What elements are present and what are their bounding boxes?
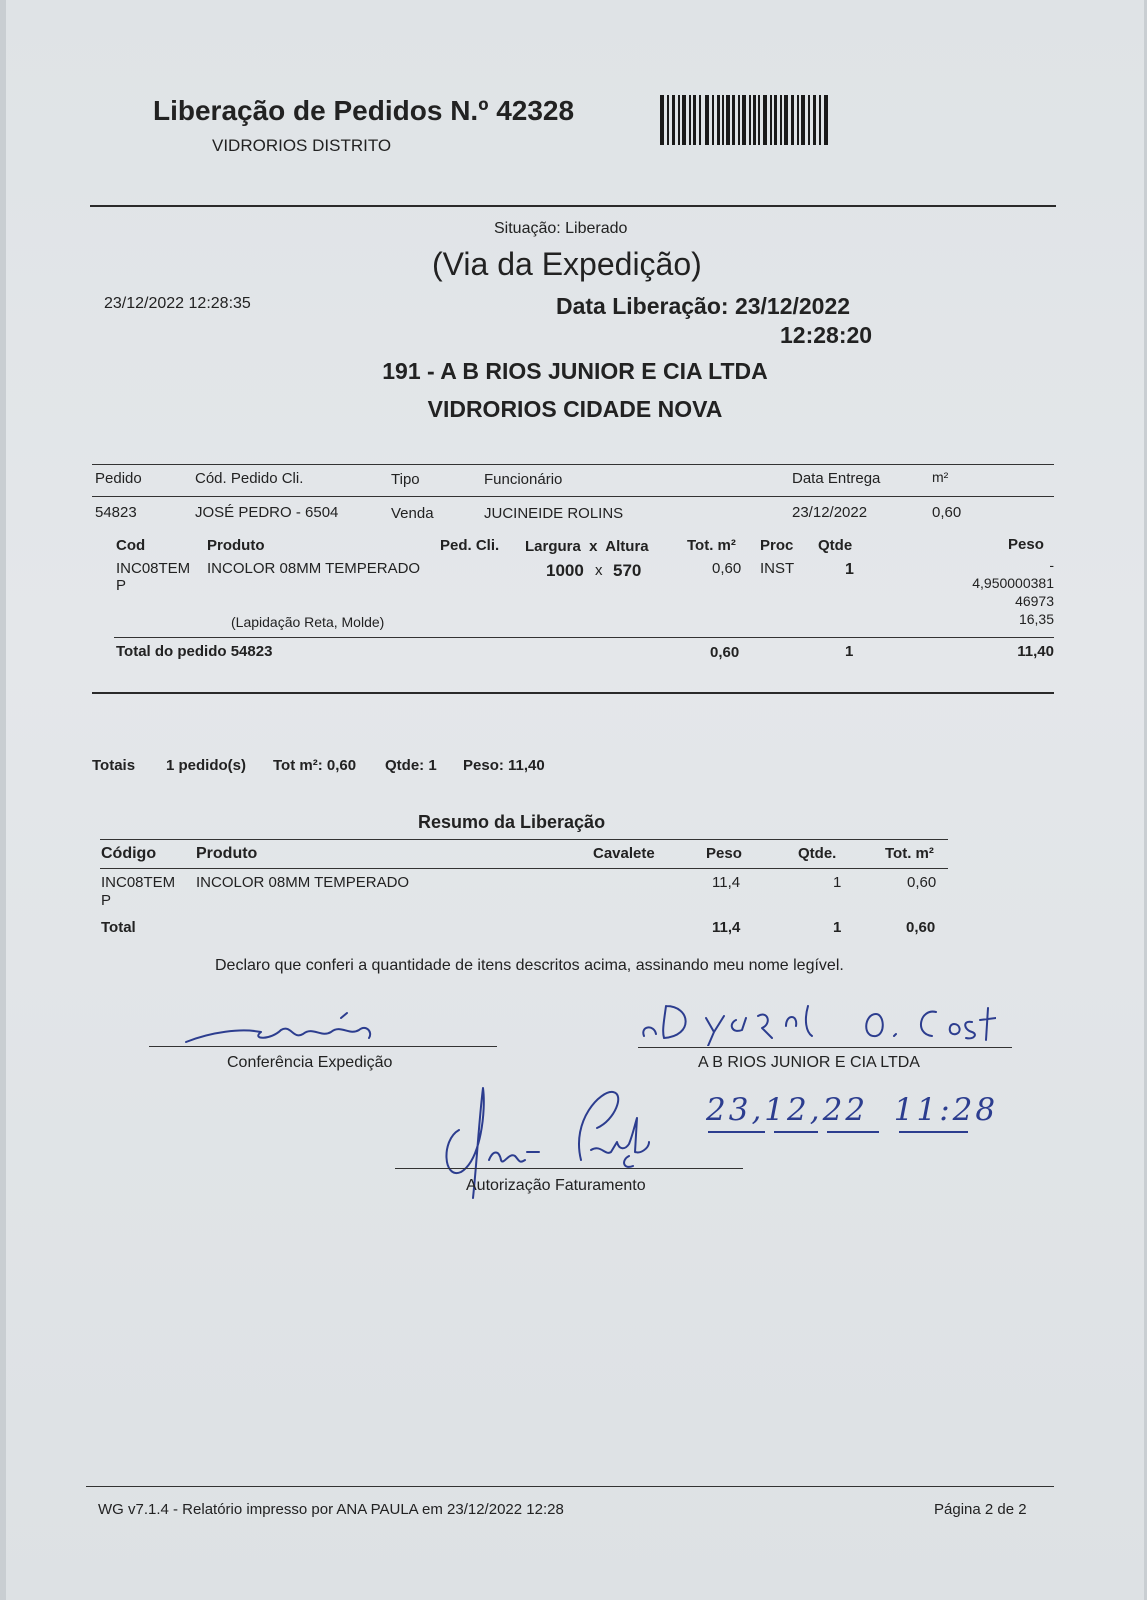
- summary-peso: 11,4: [712, 874, 741, 891]
- print-timestamp: 23/12/2022 12:28:35: [104, 295, 251, 312]
- customer-signature-label: A B RIOS JUNIOR E CIA LTDA: [698, 1054, 920, 1071]
- summary-product-name: INCOLOR 08MM TEMPERADO: [196, 874, 410, 891]
- order-total-m2: 0,60: [710, 644, 740, 661]
- col-header-funcionario: Funcionário: [484, 471, 563, 488]
- summary-header-tot-m2: Tot. m²: [885, 845, 934, 862]
- totals-label: Totais: [92, 757, 136, 774]
- col-header-cod-pedido-cli: Cód. Pedido Cli.: [195, 470, 304, 487]
- item-header-cod: Cod: [116, 537, 146, 554]
- conference-signature-line: [149, 1046, 497, 1047]
- item-code-line2: P: [116, 577, 127, 594]
- order-section-bottom-rule: [92, 692, 1054, 694]
- totals-orders: 1 pedido(s): [166, 757, 247, 774]
- col-header-m2: m²: [932, 469, 949, 485]
- totals-m2: Tot m²: 0,60: [273, 757, 357, 774]
- item-header-peso: Peso: [1008, 536, 1044, 553]
- order-total-peso: 11,40: [1017, 643, 1054, 660]
- item-header-produto: Produto: [207, 537, 265, 554]
- order-number: 54823: [95, 504, 137, 521]
- item-header-tot-m2: Tot. m²: [687, 537, 736, 554]
- employee-name: JUCINEIDE ROLINS: [484, 505, 624, 522]
- handwritten-date-time: 23,12,22 11:28: [706, 1092, 999, 1128]
- summary-total-qtde: 1: [833, 919, 842, 936]
- summary-header-peso: Peso: [706, 845, 742, 862]
- handwritten-underline-month: [774, 1131, 818, 1133]
- customer-name: 191 - A B RIOS JUNIOR E CIA LTDA: [382, 358, 768, 384]
- authorization-signature-label: Autorização Faturamento: [466, 1177, 646, 1194]
- document-title: Liberação de Pedidos N.º 42328: [153, 95, 575, 126]
- item-proc: INST: [760, 560, 795, 577]
- totals-peso: Peso: 11,40: [463, 757, 545, 774]
- col-header-tipo: Tipo: [391, 471, 420, 488]
- item-header-proc: Proc: [760, 537, 794, 554]
- document-page: [6, 0, 1144, 1600]
- summary-tot-m2: 0,60: [907, 874, 937, 891]
- summary-header-qtde: Qtde.: [798, 845, 837, 862]
- footer-rule: [86, 1486, 1054, 1487]
- handwritten-underline-time: [899, 1131, 968, 1133]
- item-peso-line2: 46973: [1015, 593, 1054, 609]
- item-header-largura-altura: Largura x Altura: [525, 538, 649, 555]
- customer-signature: [636, 996, 996, 1046]
- release-time: 12:28:20: [780, 322, 873, 348]
- order-table-header-rule: [92, 496, 1054, 497]
- summary-total-label: Total: [101, 919, 136, 936]
- col-header-data-entrega: Data Entrega: [792, 470, 881, 487]
- release-date: Data Liberação: 23/12/2022: [556, 293, 851, 319]
- barcode: [660, 95, 830, 145]
- item-tot-m2: 0,60: [712, 560, 742, 577]
- summary-code-line2: P: [101, 892, 112, 909]
- summary-header-rule: [100, 868, 948, 869]
- item-qtde: 1: [845, 561, 854, 578]
- delivery-date: 23/12/2022: [792, 504, 868, 521]
- order-table-top-rule: [92, 464, 1054, 465]
- totals-qtde: Qtde: 1: [385, 757, 437, 774]
- item-header-ped-cli: Ped. Cli.: [440, 537, 500, 554]
- item-width: 1000: [546, 561, 584, 580]
- item-processing-notes: (Lapidação Reta, Molde): [231, 614, 385, 630]
- summary-header-cavalete: Cavalete: [593, 845, 655, 862]
- order-total-qtde: 1: [845, 643, 854, 660]
- summary-header-codigo: Código: [101, 845, 157, 862]
- conference-signature-label: Conferência Expedição: [227, 1054, 393, 1071]
- summary-header-produto: Produto: [196, 845, 258, 862]
- header-divider: [90, 205, 1056, 207]
- job-site-name: VIDRORIOS CIDADE NOVA: [427, 396, 723, 422]
- item-dimension-separator: x: [595, 562, 603, 579]
- order-total-label: Total do pedido 54823: [116, 643, 273, 660]
- footer-print-info: WG v7.1.4 - Relatório impresso por ANA PAULA em 23/12/2022 12:28: [98, 1501, 564, 1518]
- summary-code-line1: INC08TEM: [101, 874, 176, 891]
- order-type: Venda: [391, 505, 434, 522]
- summary-total-tot-m2: 0,60: [906, 919, 936, 936]
- item-header-qtde: Qtde: [818, 537, 853, 554]
- summary-title: Resumo da Liberação: [418, 812, 606, 832]
- copy-label: (Via da Expedição): [432, 246, 702, 282]
- order-m2: 0,60: [932, 504, 962, 521]
- summary-total-peso: 11,4: [712, 919, 741, 936]
- item-peso-line1: 4,950000381: [972, 575, 1054, 591]
- client-order-code: JOSÉ PEDRO - 6504: [195, 504, 339, 521]
- item-product-name: INCOLOR 08MM TEMPERADO: [207, 560, 421, 577]
- col-header-pedido: Pedido: [95, 470, 142, 487]
- summary-qtde: 1: [833, 874, 842, 891]
- declaration-text: Declaro que conferi a quantidade de itens descritos acima, assinando meu nome legível.: [215, 957, 844, 974]
- handwritten-underline-year: [827, 1131, 879, 1133]
- status-text: Situação: Liberado: [494, 220, 628, 237]
- item-height: 570: [613, 561, 642, 580]
- summary-top-rule: [100, 839, 948, 840]
- authorization-signature-line: [395, 1168, 743, 1169]
- handwritten-underline-day: [708, 1131, 765, 1133]
- item-peso-dash: -: [1049, 557, 1054, 573]
- page-number: Página 2 de 2: [934, 1501, 1027, 1518]
- item-peso-line3: 16,35: [1018, 611, 1054, 627]
- branch-name: VIDRORIOS DISTRITO: [212, 136, 392, 155]
- item-total-rule: [114, 637, 1054, 638]
- customer-signature-line: [638, 1047, 1012, 1048]
- item-code-line1: INC08TEM: [116, 560, 191, 577]
- conference-signature: [181, 1010, 381, 1050]
